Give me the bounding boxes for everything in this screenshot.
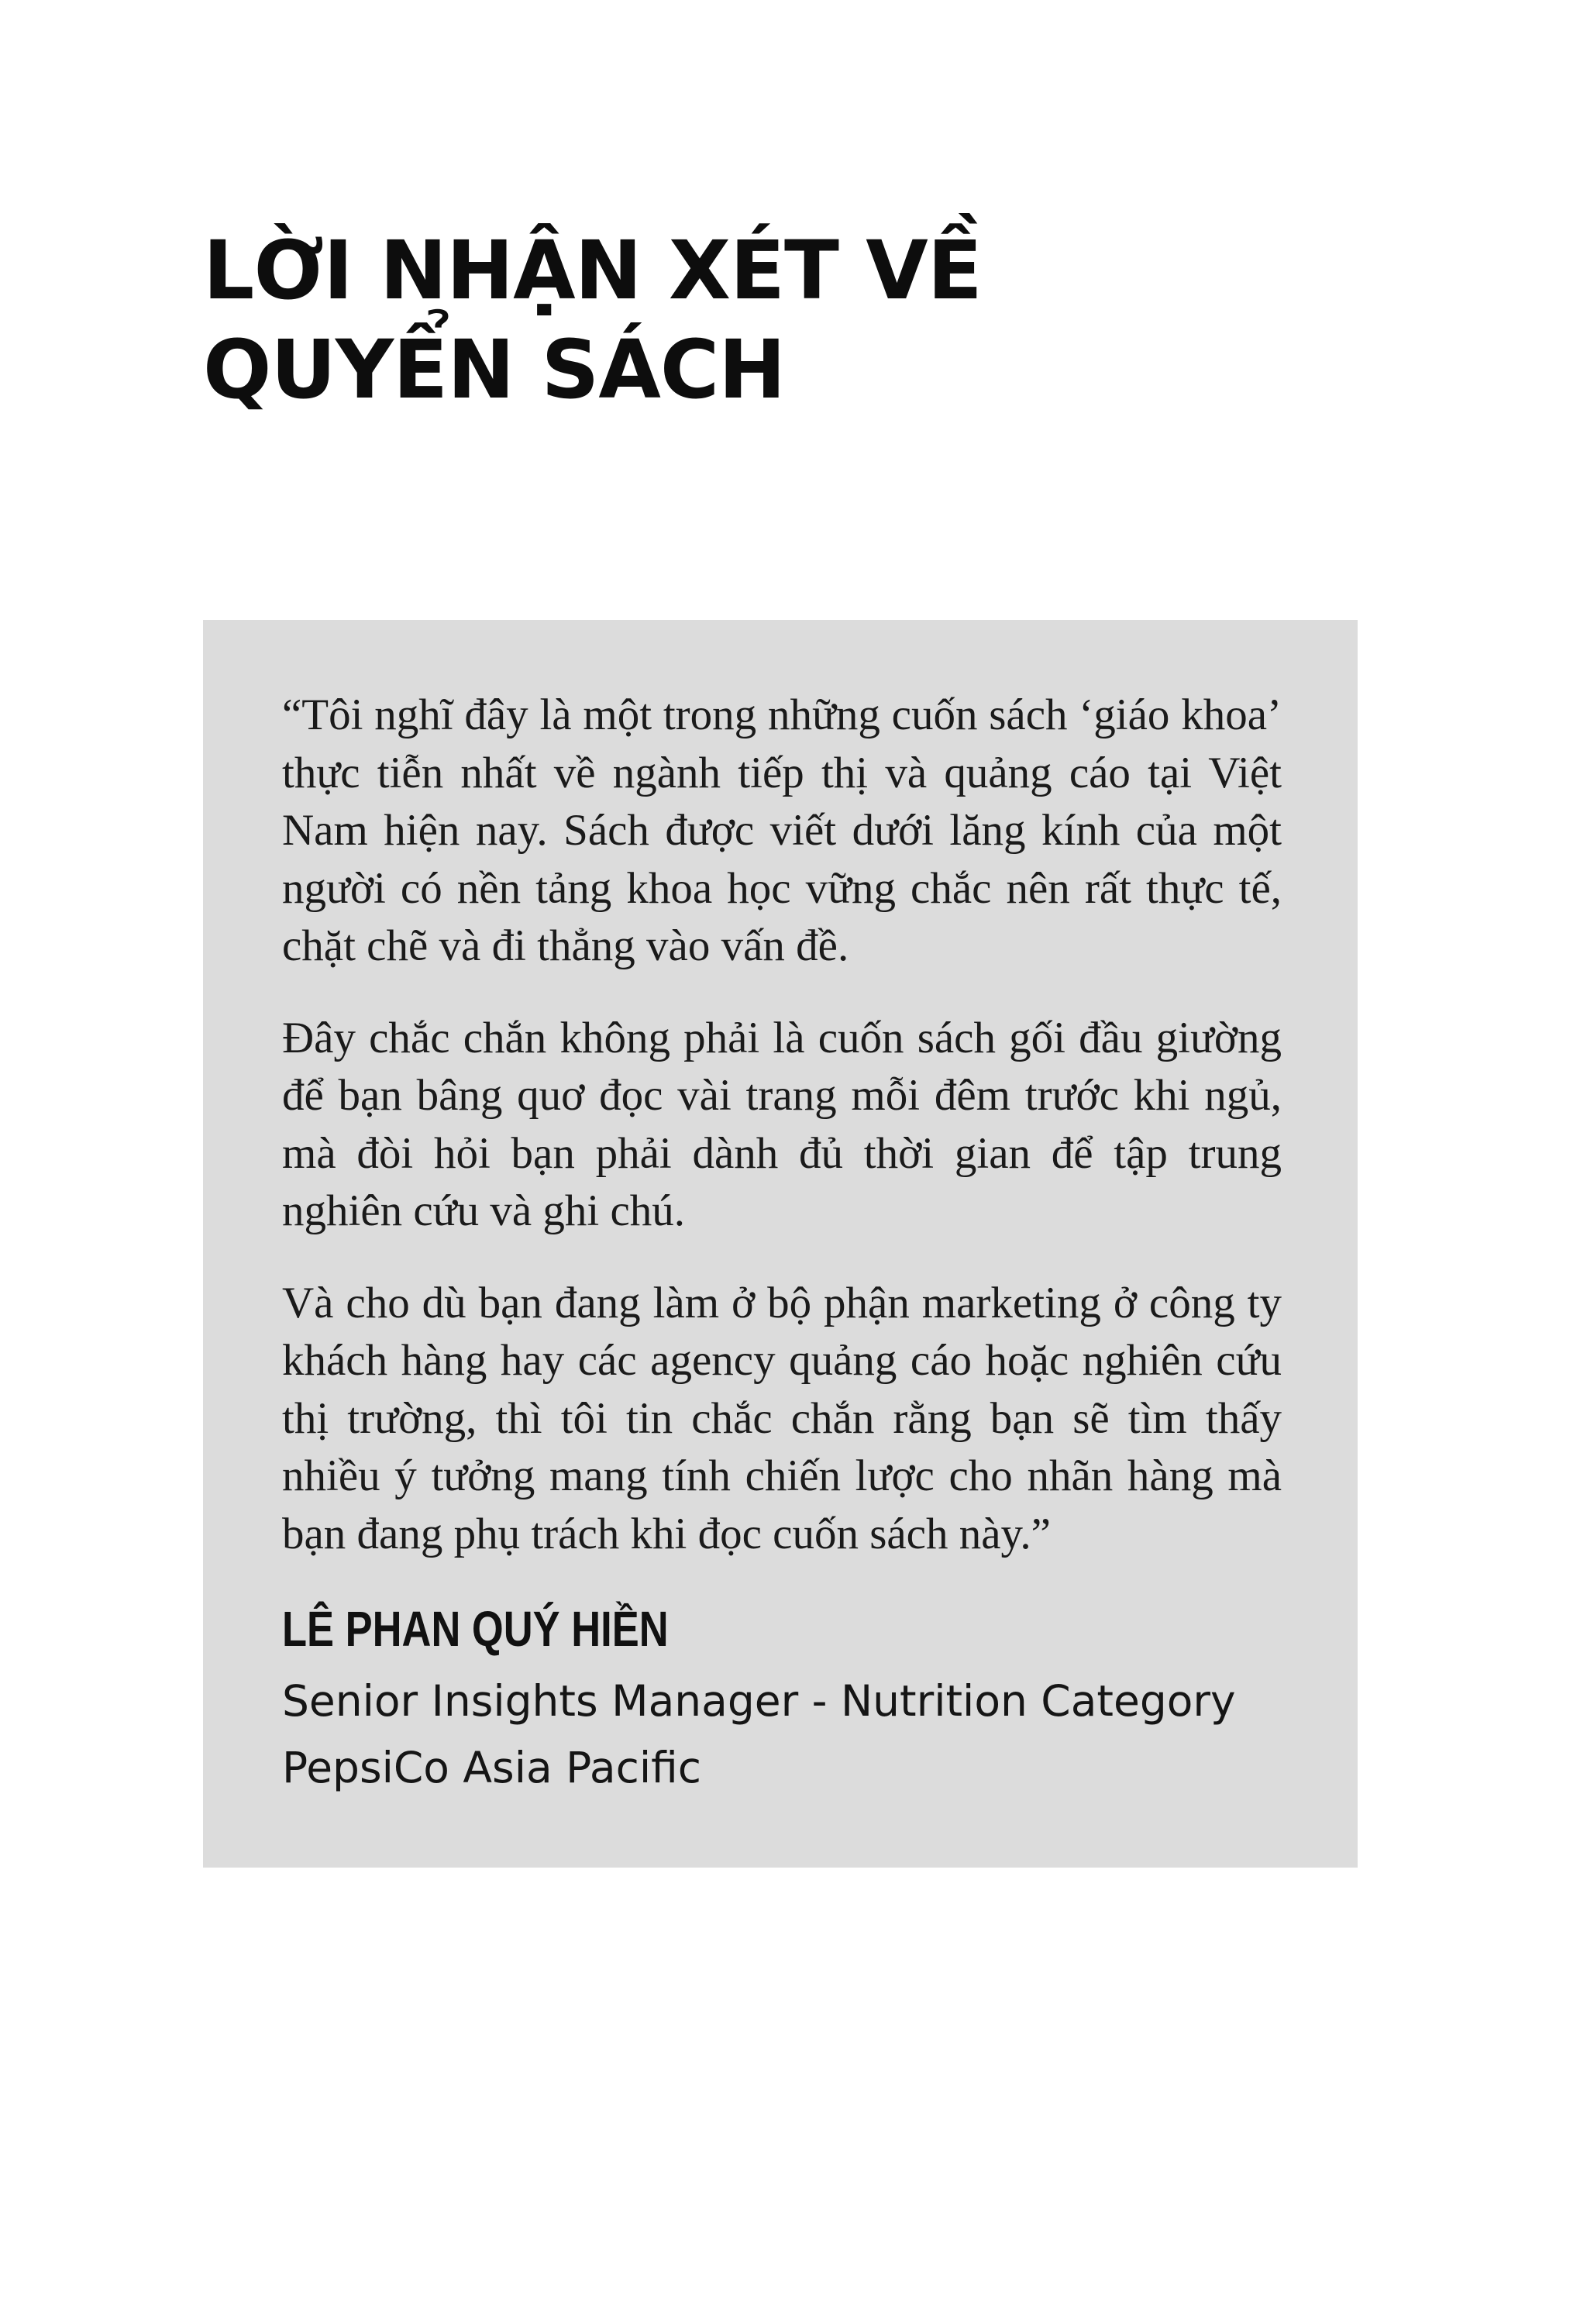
testimonial-box bbox=[203, 620, 1358, 1868]
quote-paragraph-1: “Tôi nghĩ đây là một trong những cuốn sách ‘giáo khoa’ thực tiễn nhất về ngành tiếp thị và quảng cáo tại Việt Nam hiện nay. Sách được viết dưới lăng kính của một người có nền tảng khoa học vững chắc nên rất thực tế, chặt chẽ và đi thẳng vào vấn đề. bbox=[282, 690, 1282, 970]
testimonial-author: LÊ PHAN QUÝ HIỀN bbox=[282, 1601, 669, 1657]
testimonial-author-role bbox=[282, 1668, 1282, 1801]
page-title-line-1: LỜI NHẬN XÉT VỀ bbox=[203, 223, 982, 318]
quote-paragraph-2: Đây chắc chắn không phải là cuốn sách gối đầu giường để bạn bâng quơ đọc vài trang mỗi đêm trước khi ngủ, mà đòi hỏi bạn phải dành đủ thời gian để tập trung nghiên cứu và ghi chú. bbox=[282, 1013, 1282, 1235]
author-job-title: Senior Insights Manager - Nutrition Category bbox=[282, 1676, 1236, 1726]
page-title bbox=[203, 221, 1288, 419]
testimonial-quote bbox=[282, 687, 1282, 1563]
author-company: PepsiCo Asia Pacific bbox=[282, 1743, 701, 1792]
quote-paragraph-3: Và cho dù bạn đang làm ở bộ phận marketing ở công ty khách hàng hay các agency quảng cáo hoặc nghiên cứu thị trường, thì tôi tin chắc chắn rằng bạn sẽ tìm thấy nhiều ý tưởng mang tính chiến lược cho nhãn hàng mà bạn đang phụ trách khi đọc cuốn sách này.” bbox=[282, 1278, 1282, 1558]
page-title-line-2: QUYỂN SÁCH bbox=[203, 322, 786, 417]
